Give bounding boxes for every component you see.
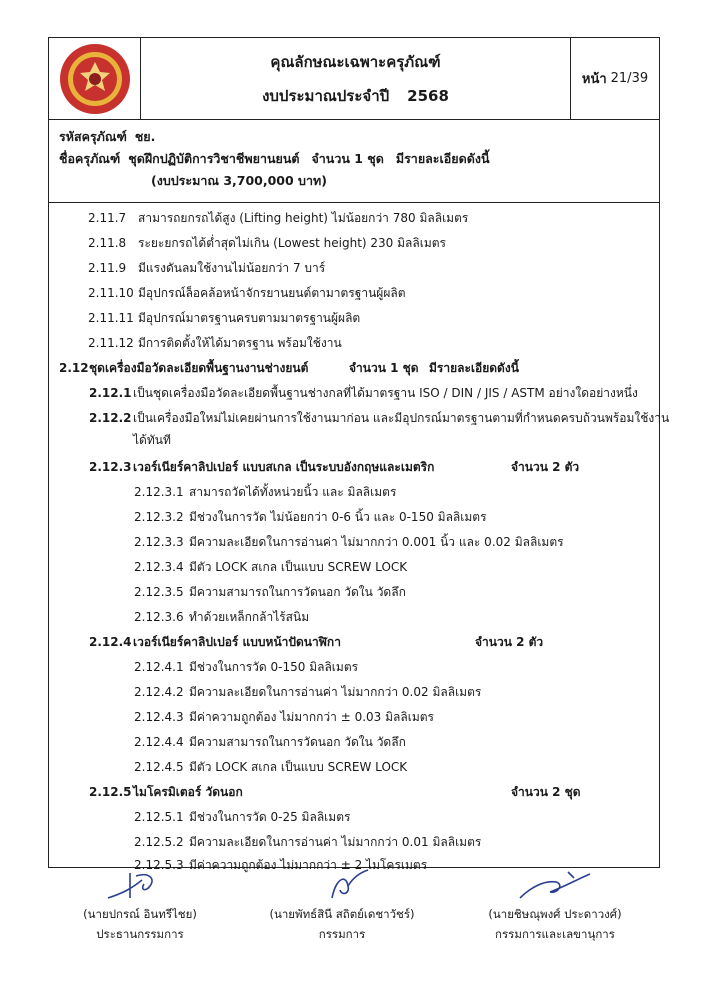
page-number	[570, 38, 659, 119]
equipment-name-line	[59, 148, 649, 170]
item-number: 2.12.4.5	[134, 760, 184, 774]
section-heading	[59, 359, 308, 378]
budget-year-value: 2568	[407, 86, 449, 105]
item-number: 2.12.5.1	[134, 810, 184, 824]
quantity: จำนวน 1 ชุด	[311, 151, 384, 166]
signatory-name: (นายพัทธ์สินี สถิตย์เดชาวัชร์)	[269, 907, 415, 921]
list-item	[134, 808, 350, 827]
list-item	[88, 209, 468, 228]
subsection-heading	[89, 458, 434, 477]
item-text: มีความละเอียดในการอ่านค่า ไม่มากกว่า 0.001 นิ้ว และ 0.02 มิลลิเมตร	[189, 535, 564, 549]
handwritten-signature-icon	[302, 868, 382, 904]
item-text: เป็นเครื่องมือใหม่ไม่เคยผ่านการใช้งานมาก่อน และมีอุปกรณ์มาตรฐานตามที่กำหนดครบถ้วนพร้อมใช้งาน	[133, 411, 670, 425]
list-item	[134, 733, 406, 752]
signatory-role: กรรมการ	[318, 927, 366, 941]
list-item	[134, 508, 487, 527]
signature-block-member	[262, 868, 422, 944]
budget-year-label: งบประมาณประจำปี	[262, 86, 390, 105]
item-text: เป็นชุดเครื่องมือวัดละเอียดพื้นฐานช่างกลที่ได้มาตรฐาน ISO / DIN / JIS / ASTM อย่างใดอย่างหนึ่ง	[133, 386, 638, 400]
document-title: คุณลักษณะเฉพาะครุภัณฑ์	[270, 52, 441, 71]
item-text: มีช่วงในการวัด 0-150 มิลลิเมตร	[189, 660, 359, 674]
item-number: 2.12.5.3	[134, 858, 184, 872]
vocational-commission-seal-icon	[58, 42, 132, 116]
subsection-title: ไมโครมิเตอร์ วัดนอก	[133, 785, 243, 799]
code-value: ชย.	[134, 129, 156, 144]
item-text: มีความสามารถในการวัดนอก วัดใน วัดลึก	[189, 585, 406, 599]
item-number: 2.12.3.1	[134, 485, 184, 499]
item-text: ทำด้วยเหล็กกล้าไร้สนิม	[189, 610, 310, 624]
detail-note: มีรายละเอียดดังนี้	[395, 151, 490, 166]
code-label: รหัสครุภัณฑ์	[59, 129, 127, 144]
list-item	[134, 558, 407, 577]
equipment-code-line	[59, 126, 649, 148]
item-number: 2.11.12	[88, 336, 134, 350]
list-item	[88, 334, 342, 353]
item-text: มีแรงดันลมใช้งานไม่น้อยกว่า 7 บาร์	[138, 261, 326, 275]
list-item	[134, 708, 434, 727]
list-item	[134, 483, 396, 502]
subsection-heading	[89, 633, 341, 652]
signatory-name: (นายชิษณุพงศ์ ประดาวงศ์)	[488, 907, 622, 921]
name-value: ชุดฝึกปฏิบัติการวิชาชีพยานยนต์	[128, 151, 300, 166]
list-item	[134, 658, 358, 677]
item-number: 2.12.3.5	[134, 585, 184, 599]
item-text: มีตัว LOCK สเกล เป็นแบบ SCREW LOCK	[189, 560, 408, 574]
name-label: ชื่อครุภัณฑ์	[59, 151, 121, 166]
item-text: มีอุปกรณ์ล็อคล้อหน้าจักรยานยนต์ตามาตรฐานผู้ผลิต	[138, 286, 406, 300]
section-number: 2.12	[59, 361, 89, 375]
item-text: มีตัว LOCK สเกล เป็นแบบ SCREW LOCK	[189, 760, 408, 774]
signatory-role: กรรมการและเลขานุการ	[495, 927, 615, 941]
document-header	[48, 37, 660, 120]
budget-amount: (งบประมาณ 3,700,000 บาท)	[151, 173, 327, 188]
list-item	[88, 259, 325, 278]
section-note: มีรายละเอียดดังนี้	[429, 361, 519, 375]
item-number: 2.12.4.4	[134, 735, 184, 749]
equipment-info	[48, 120, 660, 203]
list-item	[134, 608, 309, 627]
section-title: ชุดเครื่องมือวัดละเอียดพื้นฐานงานช่างยนต์	[89, 361, 309, 375]
subsection-number: 2.12.5	[89, 785, 132, 799]
handwritten-signature-icon	[510, 868, 600, 904]
item-number: 2.12.3.3	[134, 535, 184, 549]
item-number: 2.12.3.4	[134, 560, 184, 574]
subsection-title: เวอร์เนียร์คาลิปเปอร์ แบบสเกล เป็นระบบอังกฤษและเมตริก	[133, 460, 435, 474]
item-number: 2.11.11	[88, 311, 134, 325]
subsection-heading	[89, 783, 243, 802]
item-text: สามารถยกรถได้สูง (Lifting height) ไม่น้อยกว่า 780 มิลลิเมตร	[138, 211, 469, 225]
item-number: 2.12.4.3	[134, 710, 184, 724]
subsection-quantity: จำนวน 2 ตัว	[511, 460, 580, 474]
list-item	[88, 309, 360, 328]
item-number: 2.12.4.2	[134, 685, 184, 699]
list-item	[134, 583, 406, 602]
item-text: มีอุปกรณ์มาตรฐานครบตามมาตรฐานผู้ผลิต	[138, 311, 361, 325]
list-item	[89, 409, 669, 428]
item-number: 2.12.1	[89, 386, 132, 400]
item-text: มีการติดตั้งให้ได้มาตรฐาน พร้อมใช้งาน	[138, 336, 342, 350]
item-number: 2.11.9	[88, 261, 127, 275]
subsection-number: 2.12.4	[89, 635, 132, 649]
subsection-title: เวอร์เนียร์คาลิปเปอร์ แบบหน้าปัดนาฬิกา	[133, 635, 341, 649]
budget-line	[59, 170, 649, 192]
subsection-quantity: จำนวน 2 ชุด	[511, 785, 581, 799]
item-text: มีช่วงในการวัด 0-25 มิลลิเมตร	[189, 810, 351, 824]
signatory-role: ประธานกรรมการ	[96, 927, 184, 941]
item-number: 2.11.10	[88, 286, 134, 300]
list-item	[134, 683, 481, 702]
list-item	[134, 833, 481, 852]
item-number: 2.12.3.6	[134, 610, 184, 624]
item-text: ระยะยกรถได้ต่ำสุดไม่เกิน (Lowest height) 230 มิลลิเมตร	[138, 236, 446, 250]
item-number: 2.12.4.1	[134, 660, 184, 674]
page-label: หน้า	[581, 72, 607, 87]
signature-block-chairman	[70, 868, 210, 944]
item-text: สามารถวัดได้ทั้งหน่วยนิ้ว และ มิลลิเมตร	[189, 485, 397, 499]
item-text: มีค่าความถูกต้อง ไม่มากกว่า ± 2 ไมโครเมตร	[189, 858, 428, 872]
subsection-quantity: จำนวน 2 ตัว	[475, 635, 544, 649]
list-item	[89, 384, 638, 403]
item-text: มีค่าความถูกต้อง ไม่มากกว่า ± 0.03 มิลลิเมตร	[189, 710, 434, 724]
item-number: 2.11.8	[88, 236, 127, 250]
logo-cell	[49, 38, 141, 119]
item-text: มีช่วงในการวัด ไม่น้อยกว่า 0-6 นิ้ว และ 0-150 มิลลิเมตร	[189, 510, 487, 524]
signature-block-secretary	[470, 868, 640, 944]
handwritten-signature-icon	[100, 868, 180, 904]
specification-list	[48, 203, 670, 872]
item-number: 2.12.5.2	[134, 835, 184, 849]
list-item	[134, 758, 407, 777]
subsection-number: 2.12.3	[89, 460, 132, 474]
item-text: มีความละเอียดในการอ่านค่า ไม่มากกว่า 0.02 มิลลิเมตร	[189, 685, 482, 699]
section-quantity: จำนวน 1 ชุด	[349, 361, 419, 375]
item-continuation: ได้ทันที	[133, 433, 171, 447]
list-item	[134, 533, 564, 552]
title-block	[141, 38, 570, 119]
budget-year-line	[262, 84, 449, 108]
item-text: มีความละเอียดในการอ่านค่า ไม่มากกว่า 0.01 มิลลิเมตร	[189, 835, 482, 849]
item-number: 2.12.3.2	[134, 510, 184, 524]
list-item	[88, 234, 446, 253]
item-number: 2.12.2	[89, 411, 132, 425]
list-item	[88, 284, 406, 303]
page-value: 21/39	[610, 71, 649, 86]
signatory-name: (นายปกรณ์ อินทรีไชย)	[83, 907, 197, 921]
item-number: 2.11.7	[88, 211, 127, 225]
item-text: มีความสามารถในการวัดนอก วัดใน วัดลึก	[189, 735, 406, 749]
